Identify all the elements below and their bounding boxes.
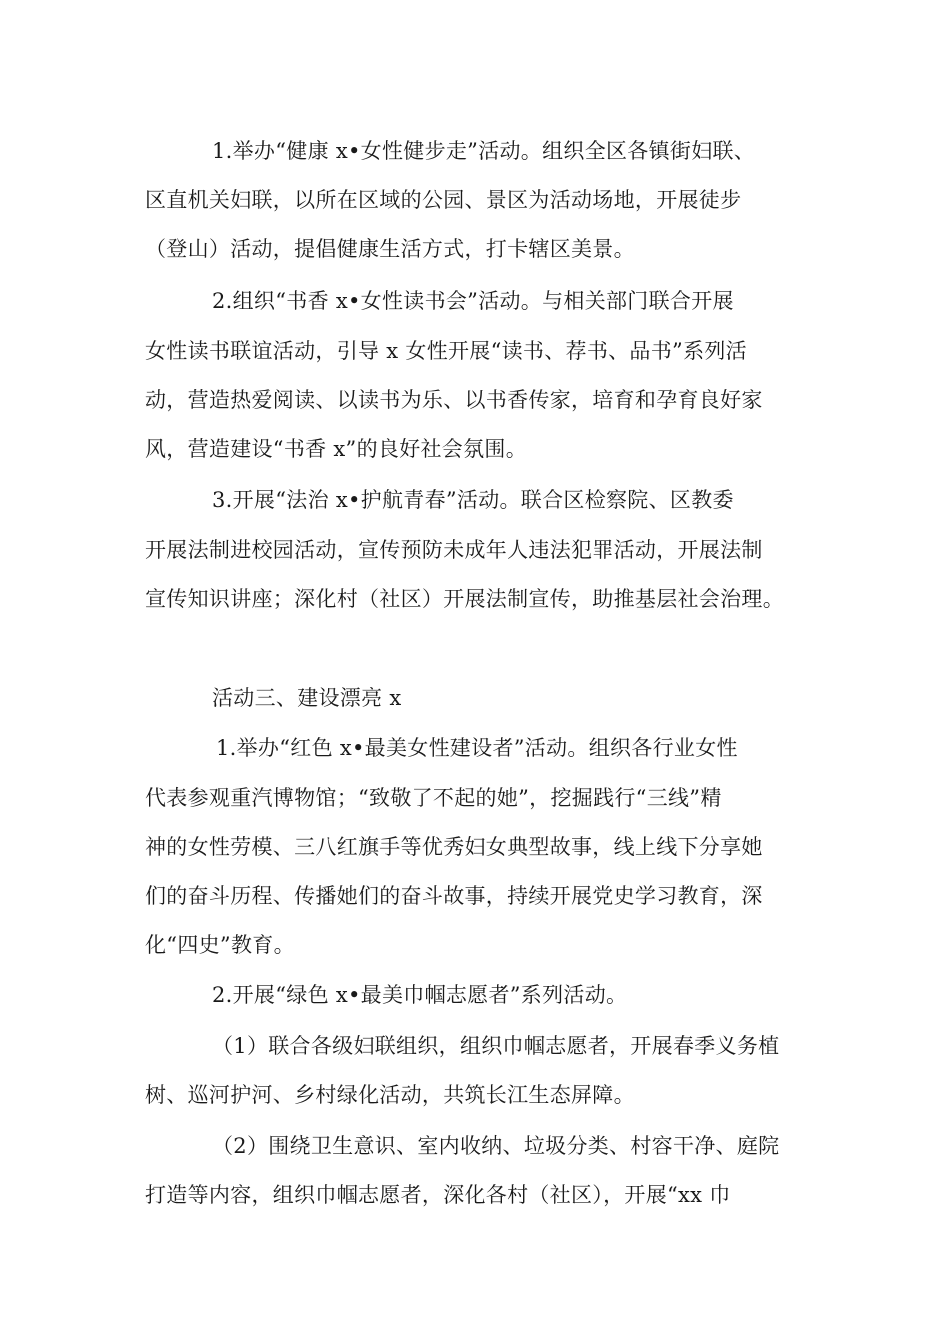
paragraph-7-line-2: 打造等内容，组织巾帼志愿者，深化各村（社区），开展“xx 巾 <box>145 1183 731 1207</box>
paragraph-2-line-2: 女性读书联谊活动，引导 x 女性开展“读书、荐书、品书”系列活 <box>145 339 747 363</box>
paragraph-1-line-3: （登山）活动，提倡健康生活方式，打卡辖区美景。 <box>145 237 635 261</box>
section-heading: 活动三、建设漂亮 x <box>212 686 402 710</box>
paragraph-4-line-5: 化“四史”教育。 <box>145 933 295 957</box>
paragraph-6-line-2: 树、巡河护河、乡村绿化活动，共筑长江生态屏障。 <box>145 1083 635 1107</box>
paragraph-3-line-3: 宣传知识讲座；深化村（社区）开展法制宣传，助推基层社会治理。 <box>145 587 784 611</box>
paragraph-4-line-4: 们的奋斗历程、传播她们的奋斗故事，持续开展党史学习教育，深 <box>145 884 763 908</box>
paragraph-1-line-1: 1.举办“健康 x•女性健步走”活动。组织全区各镇街妇联、 <box>212 139 756 163</box>
paragraph-4-line-1: 1.举办“红色 x•最美女性建设者”活动。组织各行业女性 <box>216 736 738 760</box>
paragraph-3-line-1: 3.开展“法治 x•护航青春”活动。联合区检察院、区教委 <box>212 488 734 512</box>
paragraph-4-line-3: 神的女性劳模、三八红旗手等优秀妇女典型故事，线上线下分享她 <box>145 835 763 859</box>
paragraph-2-line-4: 风，营造建设“书香 x”的良好社会氛围。 <box>145 437 527 461</box>
paragraph-6-line-1: （1）联合各级妇联组织，组织巾帼志愿者，开展春季义务植 <box>212 1034 780 1058</box>
paragraph-4-line-2: 代表参观重汽博物馆；“致敬了不起的她”，挖掘践行“三线”精 <box>145 786 722 810</box>
paragraph-2-line-3: 动，营造热爱阅读、以读书为乐、以书香传家，培育和孕育良好家 <box>145 388 763 412</box>
paragraph-3-line-2: 开展法制进校园活动，宣传预防未成年人违法犯罪活动，开展法制 <box>145 538 763 562</box>
paragraph-5-line-1: 2.开展“绿色 x•最美巾帼志愿者”系列活动。 <box>212 983 628 1007</box>
paragraph-7-line-1: （2）围绕卫生意识、室内收纳、垃圾分类、村容干净、庭院 <box>212 1134 780 1158</box>
paragraph-1-line-2: 区直机关妇联，以所在区域的公园、景区为活动场地，开展徒步 <box>145 188 742 212</box>
paragraph-2-line-1: 2.组织“书香 x•女性读书会”活动。与相关部门联合开展 <box>212 289 734 313</box>
